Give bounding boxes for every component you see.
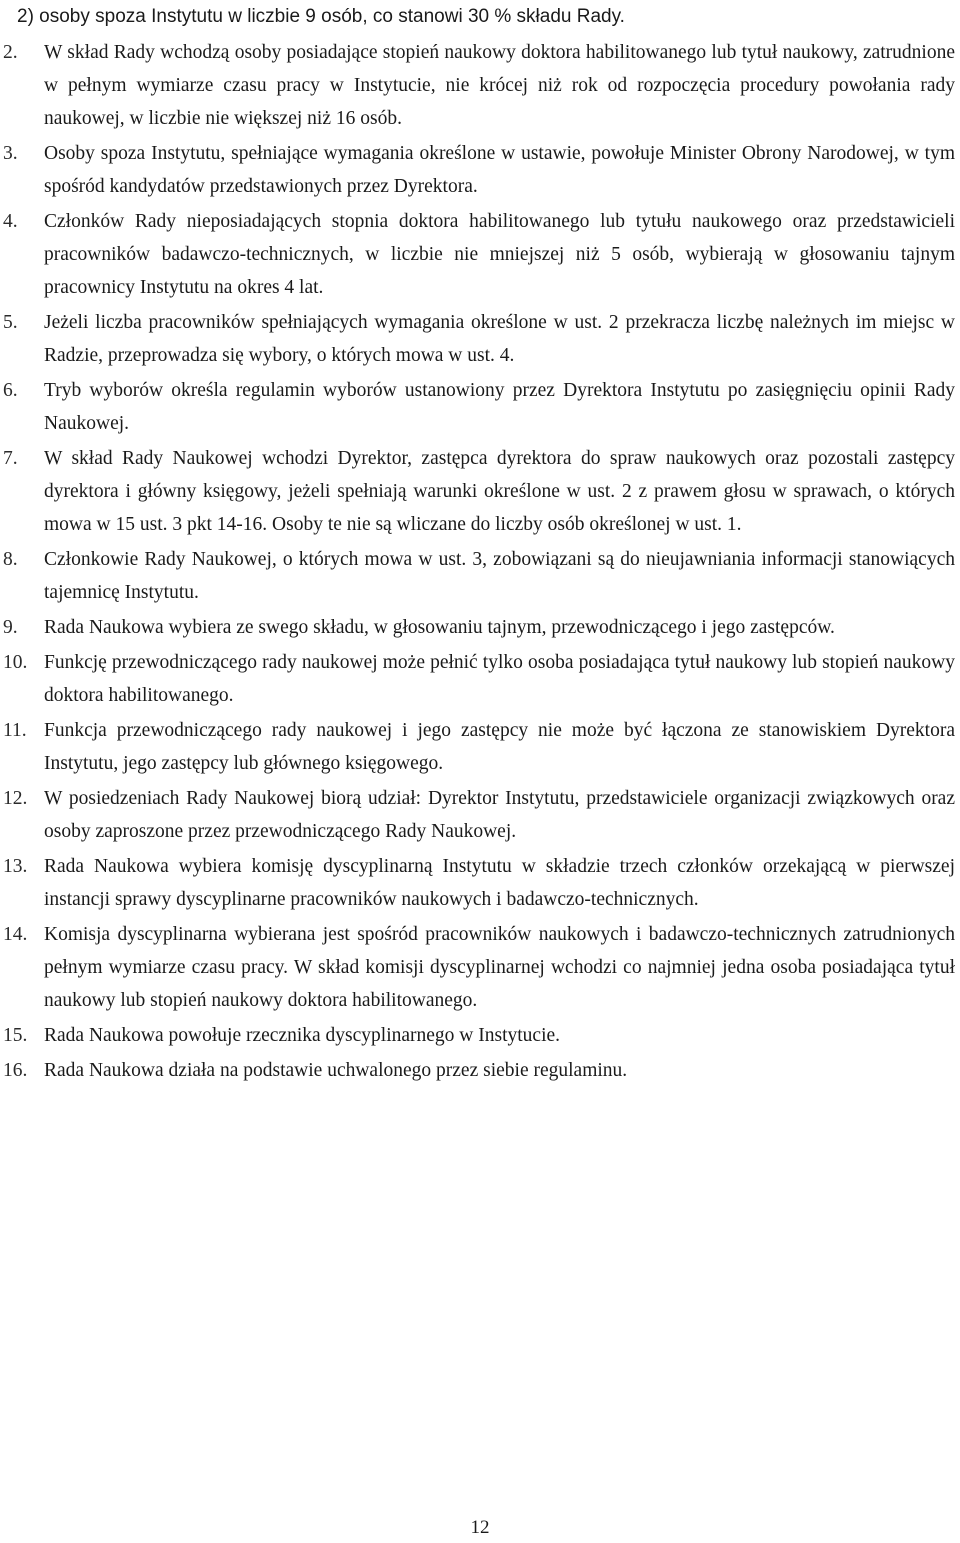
item-text: Rada Naukowa powołuje rzecznika dyscyplinarnego w Instytucie. xyxy=(44,1025,561,1046)
list-item xyxy=(0,918,960,1017)
item-number: 14. xyxy=(3,924,28,945)
item-number: 13. xyxy=(3,856,28,877)
paragraph-list xyxy=(0,36,960,1089)
item-text: Rada Naukowa wybiera komisję dyscyplinarną Instytutu w składzie trzech członków orzekającą w pierwszej instancji sprawy dyscyplinarne pracowników naukowych i badawczo-technicznych. xyxy=(44,856,955,910)
list-item xyxy=(0,374,960,440)
item-text: Rada Naukowa działa na podstawie uchwalonego przez siebie regulaminu. xyxy=(44,1060,628,1081)
item-number: 2. xyxy=(3,42,18,63)
item-number: 8. xyxy=(3,549,18,570)
item-text: Członków Rady nieposiadających stopnia doktora habilitowanego lub tytułu naukowego oraz przedstawicieli pracowników badawczo-technicznych, w liczbie nie mniejszej niż 5 osób, wybierają w głosowaniu tajnym pracownicy Instytutu na okres 4 lat. xyxy=(44,211,955,298)
list-item xyxy=(0,442,960,541)
list-item xyxy=(0,1019,960,1052)
list-item xyxy=(0,850,960,916)
item-number: 9. xyxy=(3,617,18,638)
list-item-top: 2) osoby spoza Instytutu w liczbie 9 osób, co stanowi 30 % składu Rady. xyxy=(17,6,625,27)
item-number: 4. xyxy=(3,211,18,232)
item-number: 16. xyxy=(3,1060,28,1081)
list-item xyxy=(0,1054,960,1087)
item-number: 12. xyxy=(3,788,28,809)
item-text: Funkcję przewodniczącego rady naukowej może pełnić tylko osoba posiadająca tytuł naukowy lub stopień naukowy doktora habilitowanego. xyxy=(44,652,955,706)
item-number: 7. xyxy=(3,448,18,469)
item-text: Tryb wyborów określa regulamin wyborów ustanowiony przez Dyrektora Instytutu po zasięgnięciu opinii Rady Naukowej. xyxy=(44,380,955,434)
item-text: Członkowie Rady Naukowej, o których mowa w ust. 3, zobowiązani są do nieujawniania informacji stanowiących tajemnicę Instytutu. xyxy=(44,549,955,603)
item-text: Jeżeli liczba pracowników spełniających wymagania określone w ust. 2 przekracza liczbę należnych im miejsc w Radzie, przeprowadza się wybory, o których mowa w ust. 4. xyxy=(44,312,955,366)
item-number: 10. xyxy=(3,652,28,673)
item-text: Rada Naukowa wybiera ze swego składu, w głosowaniu tajnym, przewodniczącego i jego zastępców. xyxy=(44,617,835,638)
item-text: W skład Rady Naukowej wchodzi Dyrektor, zastępca dyrektora do spraw naukowych oraz pozostali zastępcy dyrektora i główny księgowy, jeżeli spełniają warunki określone w ust. 2 z prawem głosu w sprawach, o których mowa w 15 ust. 3 pkt 14-16. Osoby te nie są wliczane do liczby osób określonej w ust. 1. xyxy=(44,448,955,535)
item-number: 6. xyxy=(3,380,18,401)
list-item xyxy=(0,306,960,372)
list-item xyxy=(0,611,960,644)
page-number: 12 xyxy=(470,1517,490,1538)
item-text: W posiedzeniach Rady Naukowej biorą udział: Dyrektor Instytutu, przedstawiciele organizacji związkowych oraz osoby zaproszone przez przewodniczącego Rady Naukowej. xyxy=(44,788,955,842)
item-text: W skład Rady wchodzą osoby posiadające stopień naukowy doktora habilitowanego lub tytuł naukowy, zatrudnione w pełnym wymiarze czasu pracy w Instytucie, nie krócej niż rok od rozpoczęcia procedury powołania rady naukowej, w liczbie nie większej niż 16 osób. xyxy=(44,42,955,129)
item-number: 5. xyxy=(3,312,18,333)
list-item xyxy=(0,646,960,712)
list-item xyxy=(0,714,960,780)
list-item xyxy=(0,782,960,848)
item-number: 15. xyxy=(3,1025,28,1046)
item-text: Komisja dyscyplinarna wybierana jest spośród pracowników naukowych i badawczo-technicznych zatrudnionych pełnym wymiarze czasu pracy. W skład komisji dyscyplinarnej wchodzi co najmniej jedna osoba posiadająca tytuł naukowy lub stopień naukowy doktora habilitowanego. xyxy=(44,924,955,1011)
list-item xyxy=(0,205,960,304)
item-number: 3. xyxy=(3,143,18,164)
item-number: 11. xyxy=(3,720,27,741)
list-item xyxy=(0,137,960,203)
item-text: Osoby spoza Instytutu, spełniające wymagania określone w ustawie, powołuje Minister Obrony Narodowej, w tym spośród kandydatów przedstawionych przez Dyrektora. xyxy=(44,143,955,197)
item-text: Funkcja przewodniczącego rady naukowej i jego zastępcy nie może być łączona ze stanowiskiem Dyrektora Instytutu, jego zastępcy lub głównego księgowego. xyxy=(44,720,955,774)
list-item xyxy=(0,543,960,609)
list-item xyxy=(0,36,960,135)
